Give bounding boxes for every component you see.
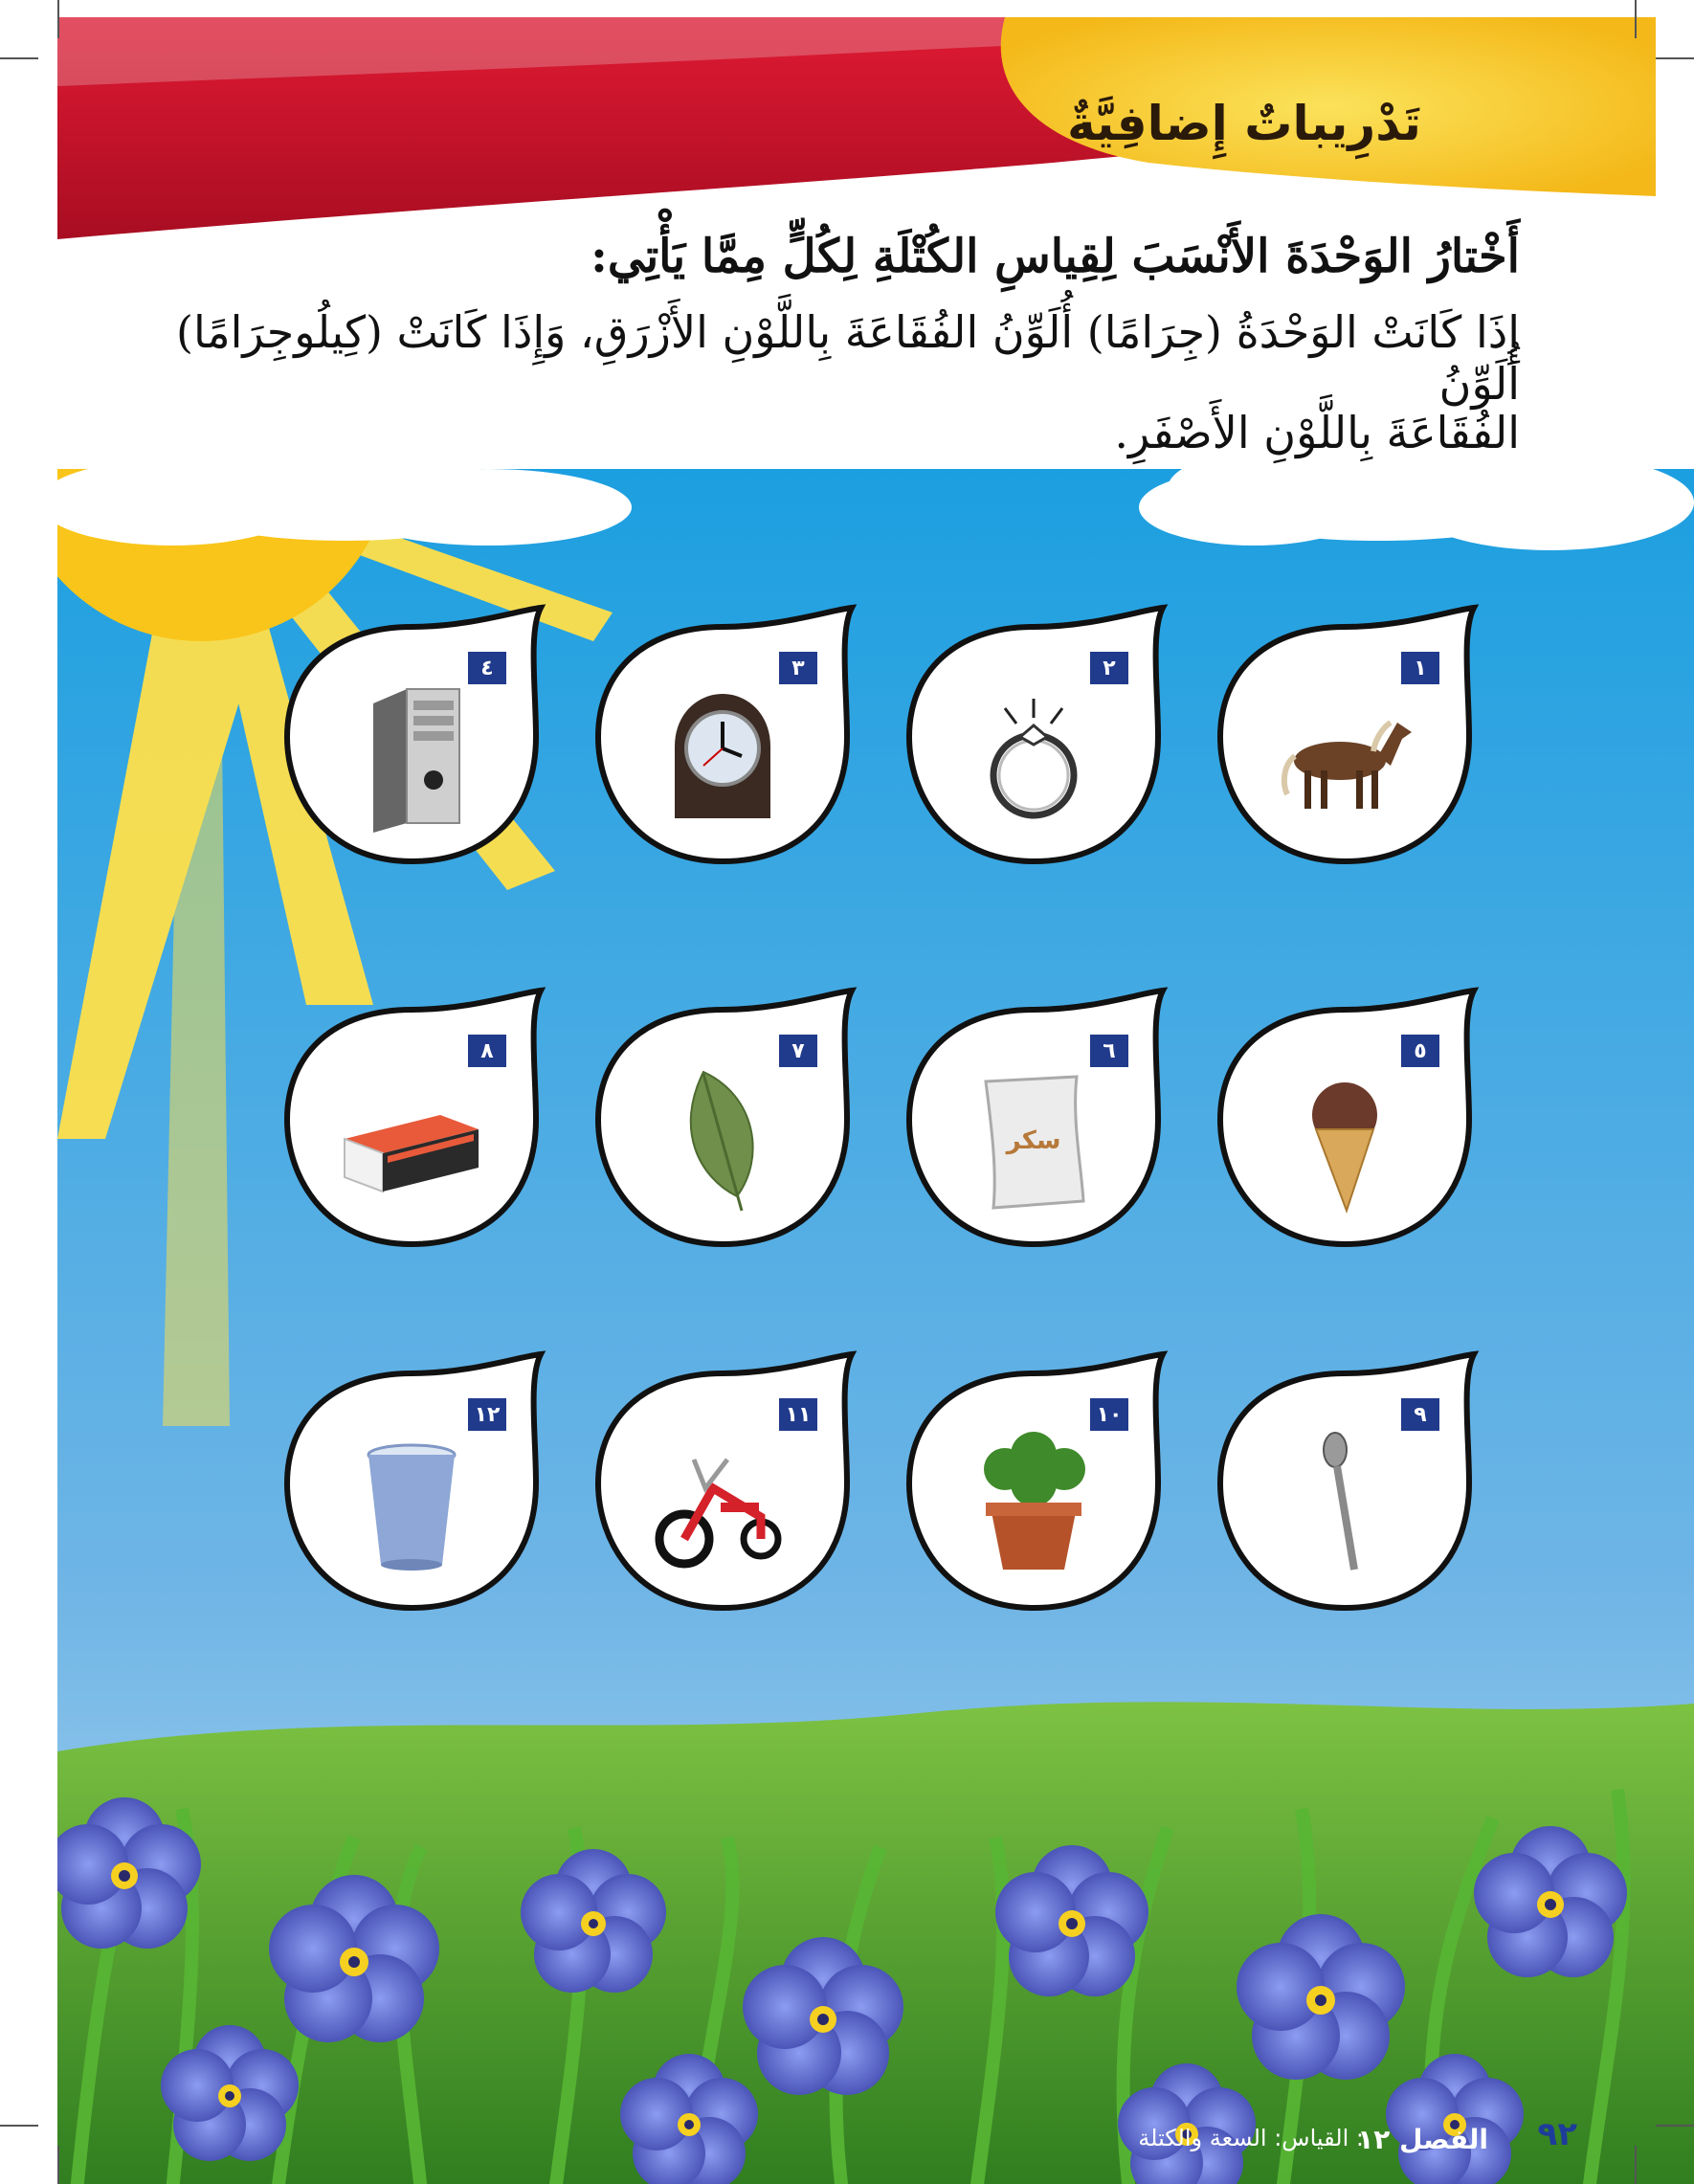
instruction-line-1: إِذَا كَانَتْ الوَحْدَةُ (جِرَامًا) أُلَوِّنُ الفُقَاعَةَ بِاللَّوْنِ الأَزْرَقِ، وَإِذَا كَانَتْ (كِيلُوجِرَامًا) أُلَوِّنُ — [176, 306, 1520, 410]
bubble-9[interactable] — [1201, 1349, 1488, 1627]
item-number-badge: ١٠ — [1087, 1395, 1131, 1434]
item-number-badge: ١٢ — [465, 1395, 509, 1434]
ice-cream-icon — [1268, 1062, 1421, 1215]
item-number-badge: ٥ — [1398, 1032, 1442, 1070]
crop-mark — [1656, 2125, 1694, 2127]
instruction-line-2: الفُقَاعَةَ بِاللَّوْنِ الأَصْفَرِ. — [1114, 407, 1520, 458]
leaf-icon — [646, 1062, 799, 1215]
potted-plant-icon — [957, 1426, 1110, 1579]
crop-mark — [57, 2146, 59, 2184]
bubble-12[interactable] — [268, 1349, 555, 1627]
item-number-badge: ٦ — [1087, 1032, 1131, 1070]
paper-cup-icon — [335, 1426, 488, 1579]
item-number-badge: ٤ — [465, 649, 509, 687]
sugar-sack-icon — [957, 1062, 1110, 1215]
bubble-11[interactable] — [579, 1349, 866, 1627]
spoon-icon — [1268, 1426, 1421, 1579]
bubble-1[interactable] — [1201, 603, 1488, 880]
horse-icon — [1268, 680, 1421, 833]
item-number-badge: ٧ — [776, 1032, 820, 1070]
item-number-badge: ٨ — [465, 1032, 509, 1070]
chapter-label: الفصل ١٢ — [1357, 2124, 1488, 2155]
page-title: تَدْرِيباتٌ إِضافِيَّةٌ — [1067, 96, 1421, 151]
bubble-8[interactable] — [268, 986, 555, 1263]
bubble-6[interactable] — [890, 986, 1177, 1263]
sugar-label: سكر — [1006, 1126, 1061, 1155]
clock-icon — [646, 680, 799, 833]
page-number: ٩٢ — [1537, 2115, 1577, 2153]
bubble-10[interactable] — [890, 1349, 1177, 1627]
item-number-badge: ١١ — [776, 1395, 820, 1434]
item-number-badge: ١ — [1398, 649, 1442, 687]
crop-mark — [1635, 0, 1637, 38]
bubble-3[interactable] — [579, 603, 866, 880]
eraser-icon — [335, 1062, 488, 1215]
chapter-title: : القياس: السعة والكتلة — [1138, 2125, 1364, 2151]
bubble-2[interactable] — [890, 603, 1177, 880]
item-number-badge: ٢ — [1087, 649, 1131, 687]
crop-mark — [57, 0, 59, 38]
crop-mark — [0, 2125, 38, 2127]
tricycle-icon — [646, 1426, 799, 1579]
bubble-7[interactable] — [579, 986, 866, 1263]
crop-mark — [1635, 2146, 1637, 2184]
computer-case-icon — [335, 680, 488, 833]
exercise-heading: أَخْتارُ الوَحْدَةَ الأَنْسَبَ لِقِياسِ الكُتْلَةِ لِكُلٍّ مِمَّا يَأْتِي: — [591, 230, 1520, 283]
bubble-4[interactable] — [268, 603, 555, 880]
crop-mark — [1656, 57, 1694, 59]
ring-icon — [957, 680, 1110, 833]
crop-mark — [0, 57, 38, 59]
item-number-badge: ٣ — [776, 649, 820, 687]
item-number-badge: ٩ — [1398, 1395, 1442, 1434]
bubble-5[interactable] — [1201, 986, 1488, 1263]
